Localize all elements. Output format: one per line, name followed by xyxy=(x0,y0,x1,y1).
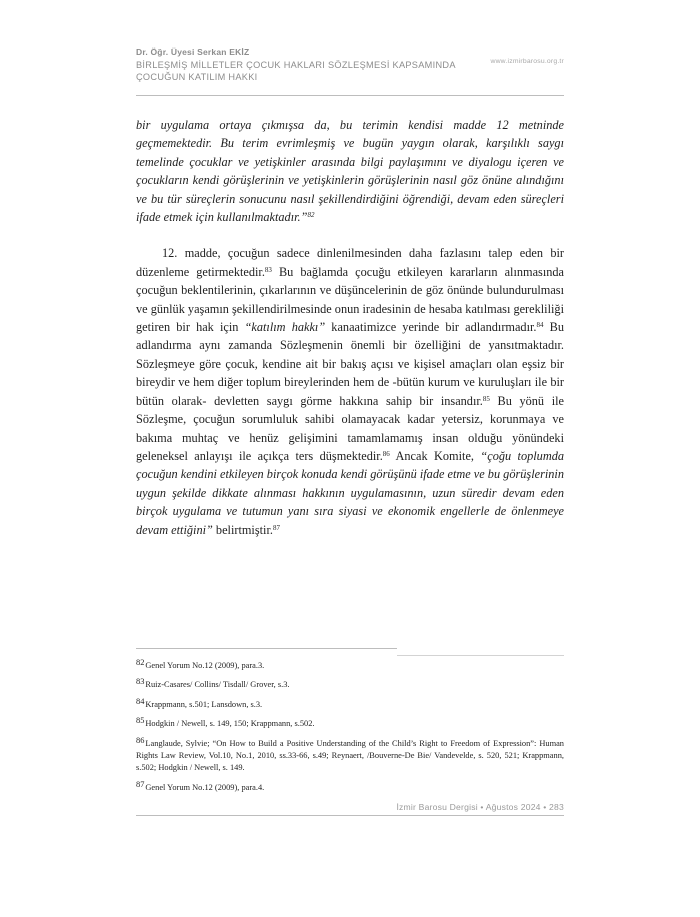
footnote-ref-83[interactable]: 83 xyxy=(264,265,272,274)
footnote-ref-85[interactable]: 85 xyxy=(482,394,490,403)
footnote-87: 87Genel Yorum No.12 (2009), para.4. xyxy=(136,779,265,792)
page-header xyxy=(136,47,564,83)
footnote-83: 83Ruiz-Casares/ Collins/ Tisdall/ Grover, s.3. xyxy=(136,677,290,690)
page-footer: İzmir Barosu Dergisi • Ağustos 2024 • 283 xyxy=(396,802,564,812)
footnote-ref-86[interactable]: 86 xyxy=(382,449,390,458)
website-link[interactable]: www.izmirbarosu.org.tr xyxy=(490,58,564,65)
author-name: Dr. Öğr. Üyesi Serkan EKİZ xyxy=(136,47,250,57)
paragraph: 12. madde, çocuğun sadece dinlenilmesinden daha fazlasını talep eden bir düzenleme getirmektedir.$^{83}$ Bu bağlamda çocuğu etkileyen kararların alınmasında çocuğun beklentilerinin, çıkarlarının ve düşüncelerinin de göz önünde bulundurulması ve günlük yaşamın şekillendirilmesinde onun iradesinin de hesaba katılması gerekliliği getiren bir hak için “katılım hakkı” kanaatimizce yerinde bir adlandırmadır.$^{84}$ Bu adlandırma aynı zamanda Sözleşmenin önemli bir özelliğini de yansıtmaktadır. Sözleşmeye göre çocuk, kendine ait bir bakış açısı ve kişisel amaçları olan eşsiz bir bireydir ve hem diğer toplum bireylerinden hem de -bütün kurum ve kuruluşları ile bir bütün olarak- devletten saygı görme hakkına sahip bir insandır.$^{85}$ Bu yönü ile Sözleşme, çocuğun sorumluluk sahibi olamayacak kadar yetersiz, korunmaya ve bakıma muhtaç ve henüz gelişimini tamamlamamış insan olduğu yönündeki geleneksel anlayışı ile açıkça ters düşmektedir.$^{86}$ Ancak Komite, “çoğu toplumda çocuğun kendini etkileyen birçok konuda kendi görüşünü ifade etme ve bu görüşlerinin uygun şekilde dikkate alınması hakkının uygulamasının, uzun süredir devam eden birçok uygulama ve tutumun yanı sıra siyasi ve ekonomik engellerle de önlenmeye devam ettiğini” belirtmiştir.$^{87}$ xyxy=(136,246,564,537)
header-rule xyxy=(136,95,564,96)
footnote-85: 85Hodgkin / Newell, s. 149, 150; Krappmann, s.502. xyxy=(136,716,315,729)
footnotes xyxy=(136,660,564,801)
footnote-ref-84[interactable]: 84 xyxy=(536,321,544,330)
footnote-84: 84Krappmann, s.501; Lansdown, s.3. xyxy=(136,696,263,709)
footnote-86: 86Langlaude, Sylvie; “On How to Build a Positive Understanding of the Child’s Right to Freedom of Expression”: Human Rights Law Review, Vol.10, No.1, 2010, ss.33-66, s.49; Reynaert, /Bouverne-De Bie/ Vandevelde, s. 520, 521; Krappmann, s.502; Hodgkin / Newell, s. 149. xyxy=(136,735,564,773)
footnote-ref-87[interactable]: 87 xyxy=(272,523,280,532)
block-quote: bir uygulama ortaya çıkmışsa da, bu terimin kendisi madde 12 metninde geçmemektedir. Bu terim evrimleşmiş ve bugün yaygın olarak, karşılıklı saygı temelinde çocuklar ve yetişkinler arasında bilgi paylaşımını ve diyalogu içeren ve çocukların kendi görüşlerinin ve yetişkinlerin görüşlerinin nasıl göz önüne alındığını ve bu tür süreçlerin sonucunu nasıl şekillendirdiğini öğrendiği, devam eden süreçleri ifade etmek için kullanılmaktadır.”$^{82}$ xyxy=(136,118,564,225)
main-text xyxy=(136,116,564,539)
article-title-line1: BİRLEŞMİŞ MİLLETLER ÇOCUK HAKLARI SÖZLEŞMESİ KAPSAMINDA xyxy=(136,60,456,70)
footnote-separator xyxy=(136,648,397,649)
footnote-separator-secondary xyxy=(397,655,564,656)
article-title-line2: ÇOCUĞUN KATILIM HAKKI xyxy=(136,72,258,82)
footnote-ref-82[interactable]: 82 xyxy=(307,211,315,220)
footer-rule xyxy=(136,815,564,816)
footnote-82: 82Genel Yorum No.12 (2009), para.3. xyxy=(136,658,265,670)
